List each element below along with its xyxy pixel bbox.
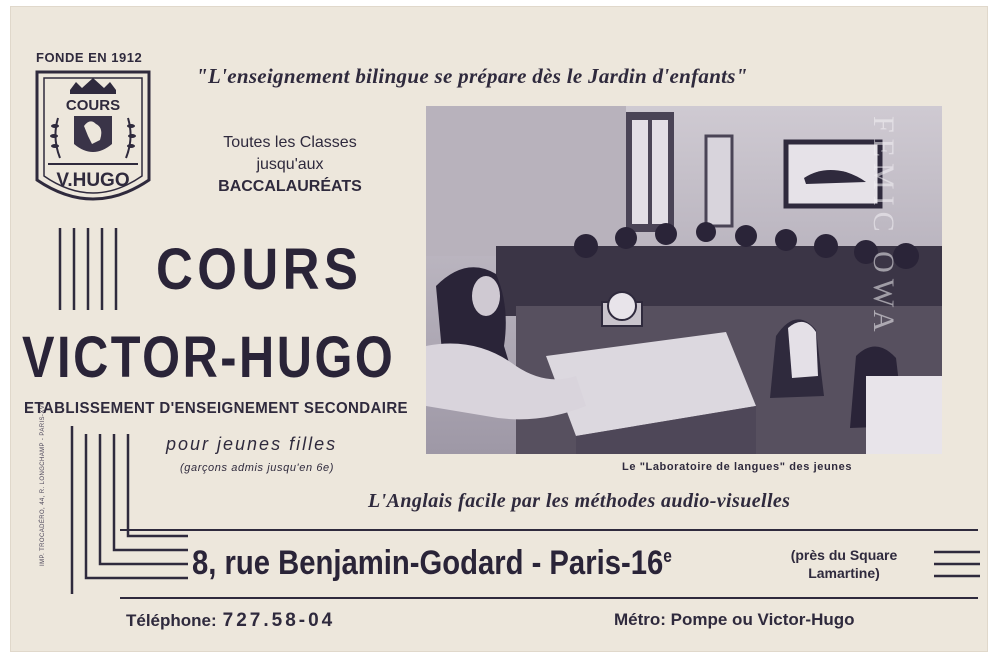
address xyxy=(192,544,672,583)
classes-line1: Toutes les Classes xyxy=(223,134,357,151)
address-street: 8, rue Benjamin-Godard - Paris-16 xyxy=(192,544,664,582)
language-lab-photo xyxy=(426,106,942,454)
metro-info: Métro: Pompe ou Victor-Hugo xyxy=(614,610,855,629)
telephone-number: 727.58-04 xyxy=(222,610,336,631)
telephone-label: Téléphone: xyxy=(126,611,217,630)
classes-block xyxy=(160,132,420,198)
bottom-divider-line xyxy=(120,597,978,599)
title-victor-hugo: VICTOR-HUGO xyxy=(22,325,396,390)
photo-caption: Le "Laboratoire de langues" des jeunes xyxy=(622,461,853,473)
school-crest-logo xyxy=(34,68,152,210)
address-suffix: e xyxy=(663,546,672,566)
top-slogan: "L'enseignement bilingue se prépare dès le Jardin d'enfants" xyxy=(196,64,748,88)
logo-line1: COURS xyxy=(65,97,121,114)
decorative-stair-lines xyxy=(62,426,188,602)
logo-line2: V.HUGO xyxy=(56,170,130,191)
classes-line2: jusqu'aux xyxy=(256,156,324,173)
top-divider-line xyxy=(120,529,978,531)
founded-text: FONDE EN 1912 xyxy=(36,50,143,65)
near-line2: Lamartine) xyxy=(808,565,880,581)
establishment-subtitle: ETABLISSEMENT D'ENSEIGNEMENT SECONDAIRE xyxy=(24,400,408,417)
near-line1: (près du Square xyxy=(790,547,898,563)
svg-text:FEMIC OWA: FEMIC OWA xyxy=(867,116,900,338)
decorative-dashes xyxy=(934,548,980,584)
classes-line3: BACCALAURÉATS xyxy=(218,178,362,195)
postcard xyxy=(10,6,988,652)
decorative-vertical-lines xyxy=(56,228,128,310)
printer-credit: IMP. TROCADÉRO, 44, R. LONGCHAMP - PARIS-XVI xyxy=(40,402,46,566)
audience-text: pour jeunes filles xyxy=(166,434,338,454)
audience-note: (garçons admis jusqu'en 6e) xyxy=(180,462,335,474)
title-cours: COURS xyxy=(156,237,363,302)
telephone xyxy=(126,610,335,632)
near-square xyxy=(774,546,914,582)
bottom-slogan: L'Anglais facile par les méthodes audio-visuelles xyxy=(368,490,791,512)
